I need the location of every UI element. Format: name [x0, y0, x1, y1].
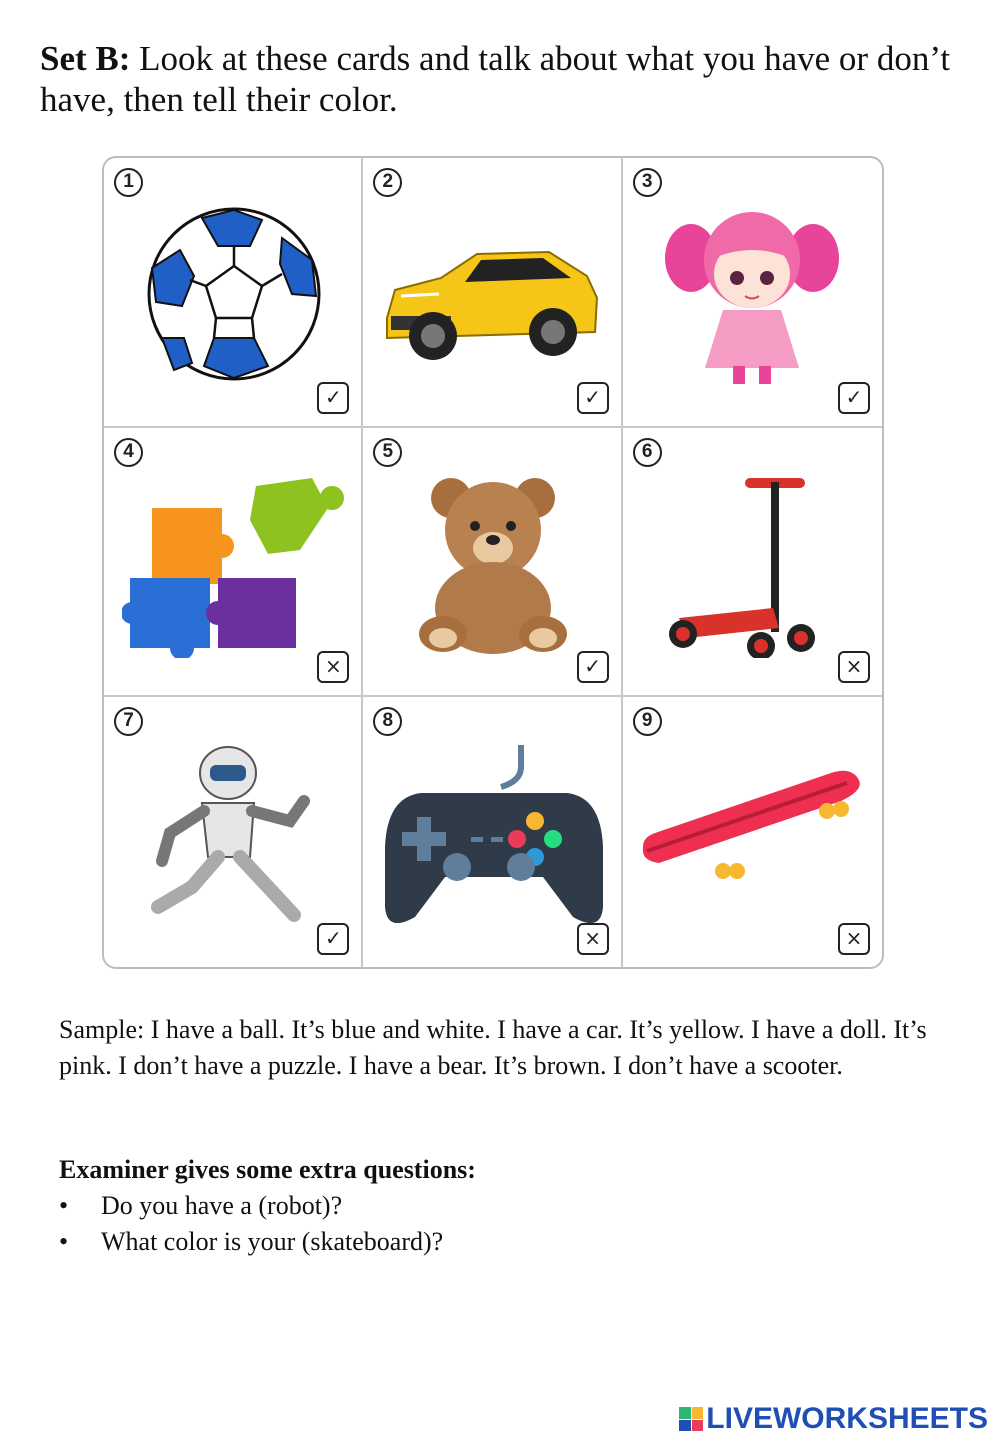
check-mark-icon: ✓ — [838, 382, 870, 414]
brand-name: LIVEWORKSHEETS — [706, 1402, 988, 1435]
task-instruction: Look at these cards and talk about what you have or don’t have, then tell their color. — [40, 39, 951, 119]
soccer-ball-icon — [122, 198, 344, 388]
card-number: 2 — [373, 168, 402, 197]
card-grid — [102, 156, 884, 969]
card-7 — [104, 697, 363, 967]
question-text: What color is your (skateboard)? — [101, 1227, 444, 1256]
card-number: 7 — [114, 707, 143, 736]
cross-mark-icon: × — [838, 651, 870, 683]
check-mark-icon: ✓ — [577, 651, 609, 683]
set-label: Set B: — [40, 39, 131, 78]
sample-text: Sample: I have a ball. It’s blue and white. I have a car. It’s yellow. I have a doll. It’s pink. I don’t have a puzzle. I have a bear. It’s brown. I don’t have a scooter. — [59, 1015, 927, 1080]
skateboard-icon — [641, 737, 863, 927]
card-1 — [104, 158, 363, 428]
puzzle-icon — [122, 468, 344, 658]
liveworksheets-logo-icon — [679, 1407, 703, 1431]
check-mark-icon: ✓ — [317, 923, 349, 955]
card-4 — [104, 428, 363, 698]
check-mark-icon: ✓ — [317, 382, 349, 414]
task-heading — [40, 38, 960, 120]
teddy-bear-icon — [381, 468, 603, 658]
bullet: • — [59, 1227, 69, 1256]
card-number: 4 — [114, 438, 143, 467]
card-number: 5 — [373, 438, 402, 467]
brand-logo — [679, 1402, 988, 1436]
robot-icon — [122, 737, 344, 927]
cross-mark-icon: × — [838, 923, 870, 955]
list-item — [59, 1188, 443, 1224]
card-2 — [363, 158, 622, 428]
card-number: 6 — [633, 438, 662, 467]
bullet: • — [59, 1191, 69, 1220]
list-item — [59, 1224, 443, 1260]
card-number: 8 — [373, 707, 402, 736]
game-controller-icon — [381, 737, 603, 927]
extra-questions-list — [59, 1188, 443, 1260]
card-9 — [623, 697, 882, 967]
card-3 — [623, 158, 882, 428]
card-5 — [363, 428, 622, 698]
cross-mark-icon: × — [577, 923, 609, 955]
car-icon — [381, 198, 603, 388]
question-text: Do you have a (robot)? — [101, 1191, 343, 1220]
doll-icon — [641, 198, 863, 388]
card-number: 1 — [114, 168, 143, 197]
card-number: 9 — [633, 707, 662, 736]
card-6 — [623, 428, 882, 698]
scooter-icon — [641, 468, 863, 658]
card-8 — [363, 697, 622, 967]
card-number: 3 — [633, 168, 662, 197]
cross-mark-icon: × — [317, 651, 349, 683]
extra-questions-title: Examiner gives some extra questions: — [59, 1155, 476, 1184]
check-mark-icon: ✓ — [577, 382, 609, 414]
